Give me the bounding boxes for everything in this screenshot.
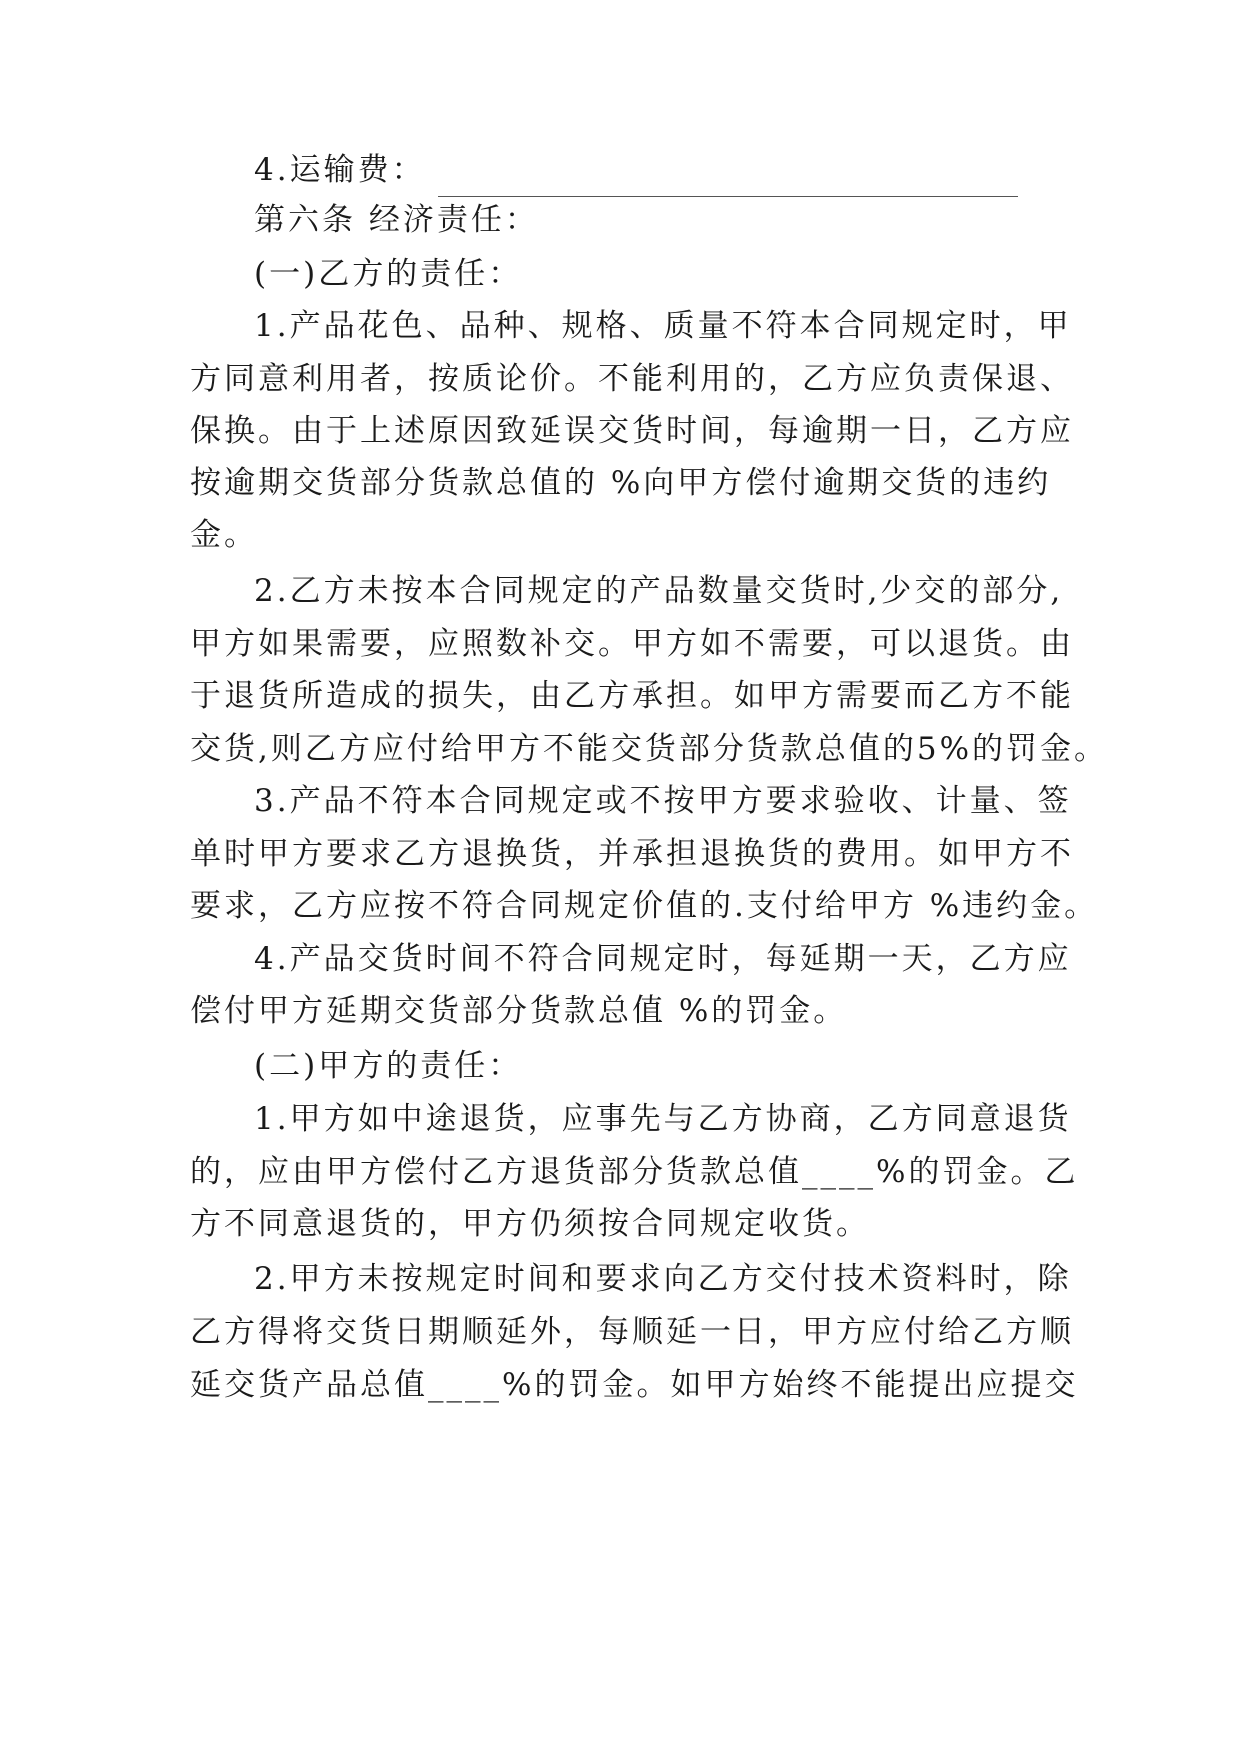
text-line: 2.乙方未按本合同规定的产品数量交货时,少交的部分,: [254, 573, 1064, 609]
subsection-heading: (二)甲方的责任：: [254, 1048, 523, 1084]
text-line: 保换。由于上述原因致延误交货时间，每逾期一日，乙方应: [190, 413, 1074, 449]
text-line: 交货,则乙方应付给甲方不能交货部分货款总值的5%的罚金。: [190, 731, 1109, 767]
blank-underline: [438, 196, 1018, 197]
text-line: 要求，乙方应按不符合同规定价值的.支付给甲方 %违约金。: [190, 888, 1099, 924]
text-line: 1.产品花色、品种、规格、质量不符本合同规定时，甲: [254, 308, 1072, 344]
text-line: 单时甲方要求乙方退换货，并承担退换货的费用。如甲方不: [190, 836, 1074, 872]
text-line: 延交货产品总值____%的罚金。如甲方始终不能提出应提交: [190, 1367, 1079, 1403]
text-line: 于退货所造成的损失，由乙方承担。如甲方需要而乙方不能: [190, 678, 1074, 714]
text-line: 3.产品不符本合同规定或不按甲方要求验收、计量、签: [254, 783, 1072, 819]
text-line: 4.运输费：: [254, 152, 426, 188]
text-line: 的，应由甲方偿付乙方退货部分货款总值____%的罚金。乙: [190, 1154, 1079, 1190]
text-line: 4.产品交货时间不符合同规定时，每延期一天，乙方应: [254, 941, 1072, 977]
text-line: 方不同意退货的，甲方仍须按合同规定收货。: [190, 1206, 870, 1242]
text-line: 1.甲方如中途退货，应事先与乙方协商，乙方同意退货: [254, 1101, 1072, 1137]
text-line: 按逾期交货部分货款总值的 %向甲方偿付逾期交货的违约: [190, 465, 1052, 501]
text-line: 2.甲方未按规定时间和要求向乙方交付技术资料时，除: [254, 1261, 1072, 1297]
subsection-heading: (一)乙方的责任：: [254, 256, 523, 292]
text-line: 乙方得将交货日期顺延外，每顺延一日，甲方应付给乙方顺: [190, 1314, 1074, 1350]
text-line: 甲方如果需要，应照数补交。甲方如不需要，可以退货。由: [190, 626, 1074, 662]
text-line: 方同意利用者，按质论价。不能利用的，乙方应负责保退、: [190, 361, 1074, 397]
section-heading: 第六条 经济责任：: [254, 202, 539, 238]
text-line: 偿付甲方延期交货部分货款总值 %的罚金。: [190, 993, 848, 1029]
text-line: 金。: [190, 517, 258, 553]
